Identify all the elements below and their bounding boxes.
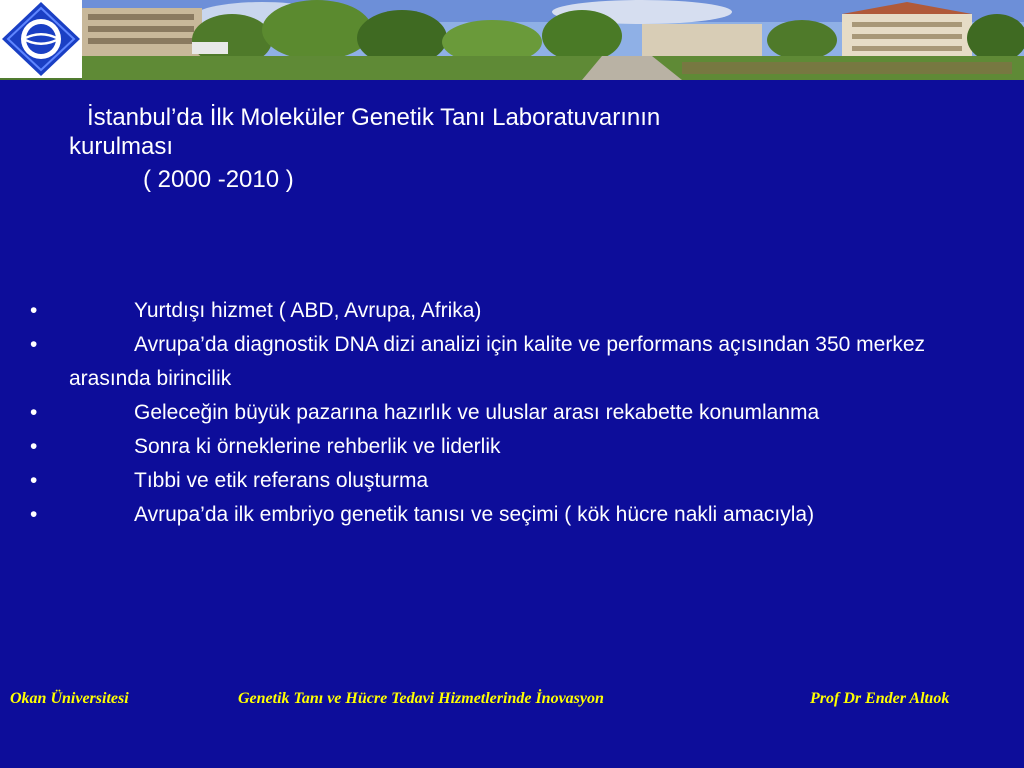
bullet-icon: •	[30, 401, 38, 424]
campus-photo	[82, 0, 1024, 80]
list-item	[0, 464, 1000, 498]
bullet-icon: •	[30, 333, 38, 356]
bullet-icon: •	[30, 469, 38, 492]
bullet-icon: •	[30, 503, 38, 526]
list-item	[0, 294, 1000, 328]
list-item	[0, 328, 1000, 396]
list-item	[0, 430, 1000, 464]
title-line-1: İstanbul’da İlk Moleküler Genetik Tanı Laboratuvarının	[87, 104, 661, 131]
list-item	[0, 396, 1000, 430]
bullet-icon: •	[30, 435, 38, 458]
slide-title	[69, 104, 969, 194]
list-item	[0, 498, 1000, 532]
logo-emblem-icon	[0, 0, 82, 78]
bullet-icon: •	[30, 299, 38, 322]
bullet-text: Tıbbi ve etik referans oluşturma	[134, 469, 429, 492]
slide-footer	[0, 690, 1024, 714]
bullet-text: Sonra ki örneklerine rehberlik ve liderlik	[134, 435, 501, 458]
bullet-text: Geleceğin büyük pazarına hazırlık ve uluslar arası rekabette konumlanma	[134, 401, 820, 424]
bullet-list	[0, 294, 1000, 532]
bullet-text: Avrupa’da ilk embriyo genetik tanısı ve seçimi ( kök hücre nakli amacıyla)	[134, 503, 815, 526]
university-logo	[0, 0, 82, 78]
header-banner	[0, 0, 1024, 80]
bullet-text: Yurtdışı hizmet ( ABD, Avrupa, Afrika)	[134, 299, 482, 322]
title-line-2: kurulması	[69, 132, 174, 160]
footer-author: Prof Dr Ender Altıok	[810, 690, 950, 707]
footer-subject: Genetik Tanı ve Hücre Tedavi Hizmetlerinde İnovasyon	[238, 690, 604, 707]
bullet-text: Avrupa’da diagnostik DNA dizi analizi için kalite ve performans açısından 350 merkez arasında birincilik	[69, 333, 926, 390]
title-date-range: ( 2000 -2010 )	[143, 165, 294, 193]
footer-university: Okan Üniversitesi	[10, 690, 129, 707]
